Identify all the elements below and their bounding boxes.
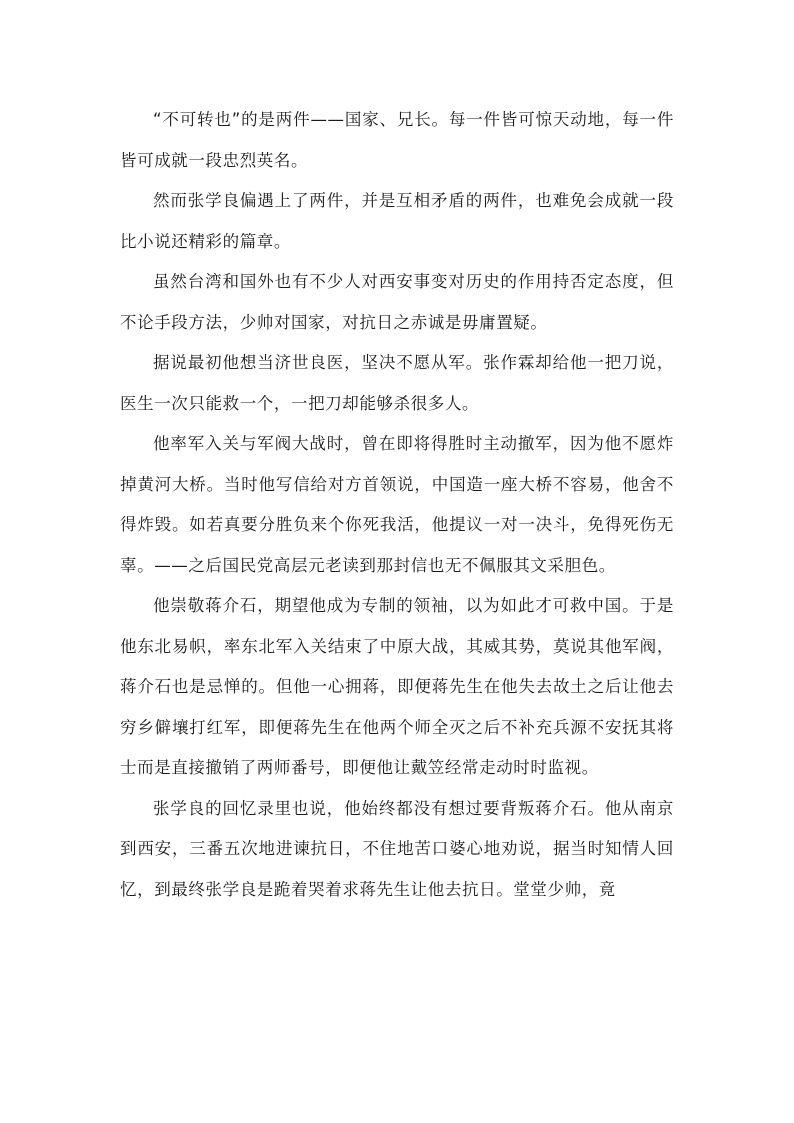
paragraph-7: 张学良的回忆录里也说，他始终都没有想过要背叛蒋介石。他从南京到西安，三番五次地进谏抗日，不住地苦口婆心地劝说，据当时知情人回忆，到最终张学良是跪着哭着求蒋先生让他去抗日。堂堂少帅，竟 bbox=[120, 798, 674, 899]
paragraph-4: 据说最初他想当济世良医，坚决不愿从军。张作霖却给他一把刀说，医生一次只能救一个，一把刀却能够杀很多人。 bbox=[120, 353, 674, 413]
paragraph-6: 他崇敬蒋介石，期望他成为专制的领袖，以为如此才可救中国。于是他东北易帜，率东北军入关结束了中原大战，其威其势，莫说其他军阀，蒋介石也是忌惮的。但他一心拥蒋，即便蒋先生在他失去故土之后让他去穷乡僻壤打红军，即便蒋先生在他两个师全灭之后不补充兵源不安抚其将士而是直接撤销了两师番号，即便他让戴笠经常走动时时监视。 bbox=[120, 596, 674, 777]
paragraph-1: “不可转也”的是两件——国家、兄长。每一件皆可惊天动地，每一件皆可成就一段忠烈英名。 bbox=[120, 110, 674, 170]
paragraph-3: 虽然台湾和国外也有不少人对西安事变对历史的作用持否定态度，但不论手段方法，少帅对国家，对抗日之赤诚是毋庸置疑。 bbox=[120, 272, 674, 332]
paragraph-5: 他率军入关与军阀大战时，曾在即将得胜时主动撤军，因为他不愿炸掉黄河大桥。当时他写信给对方首领说，中国造一座大桥不容易，他舍不得炸毁。如若真要分胜负来个你死我活，他提议一对一决斗，免得死伤无辜。——之后国民党高层元老读到那封信也无不佩服其文采胆色。 bbox=[120, 434, 674, 575]
paragraph-2: 然而张学良偏遇上了两件，并是互相矛盾的两件，也难免会成就一段比小说还精彩的篇章。 bbox=[120, 191, 674, 251]
document-body bbox=[120, 100, 674, 910]
